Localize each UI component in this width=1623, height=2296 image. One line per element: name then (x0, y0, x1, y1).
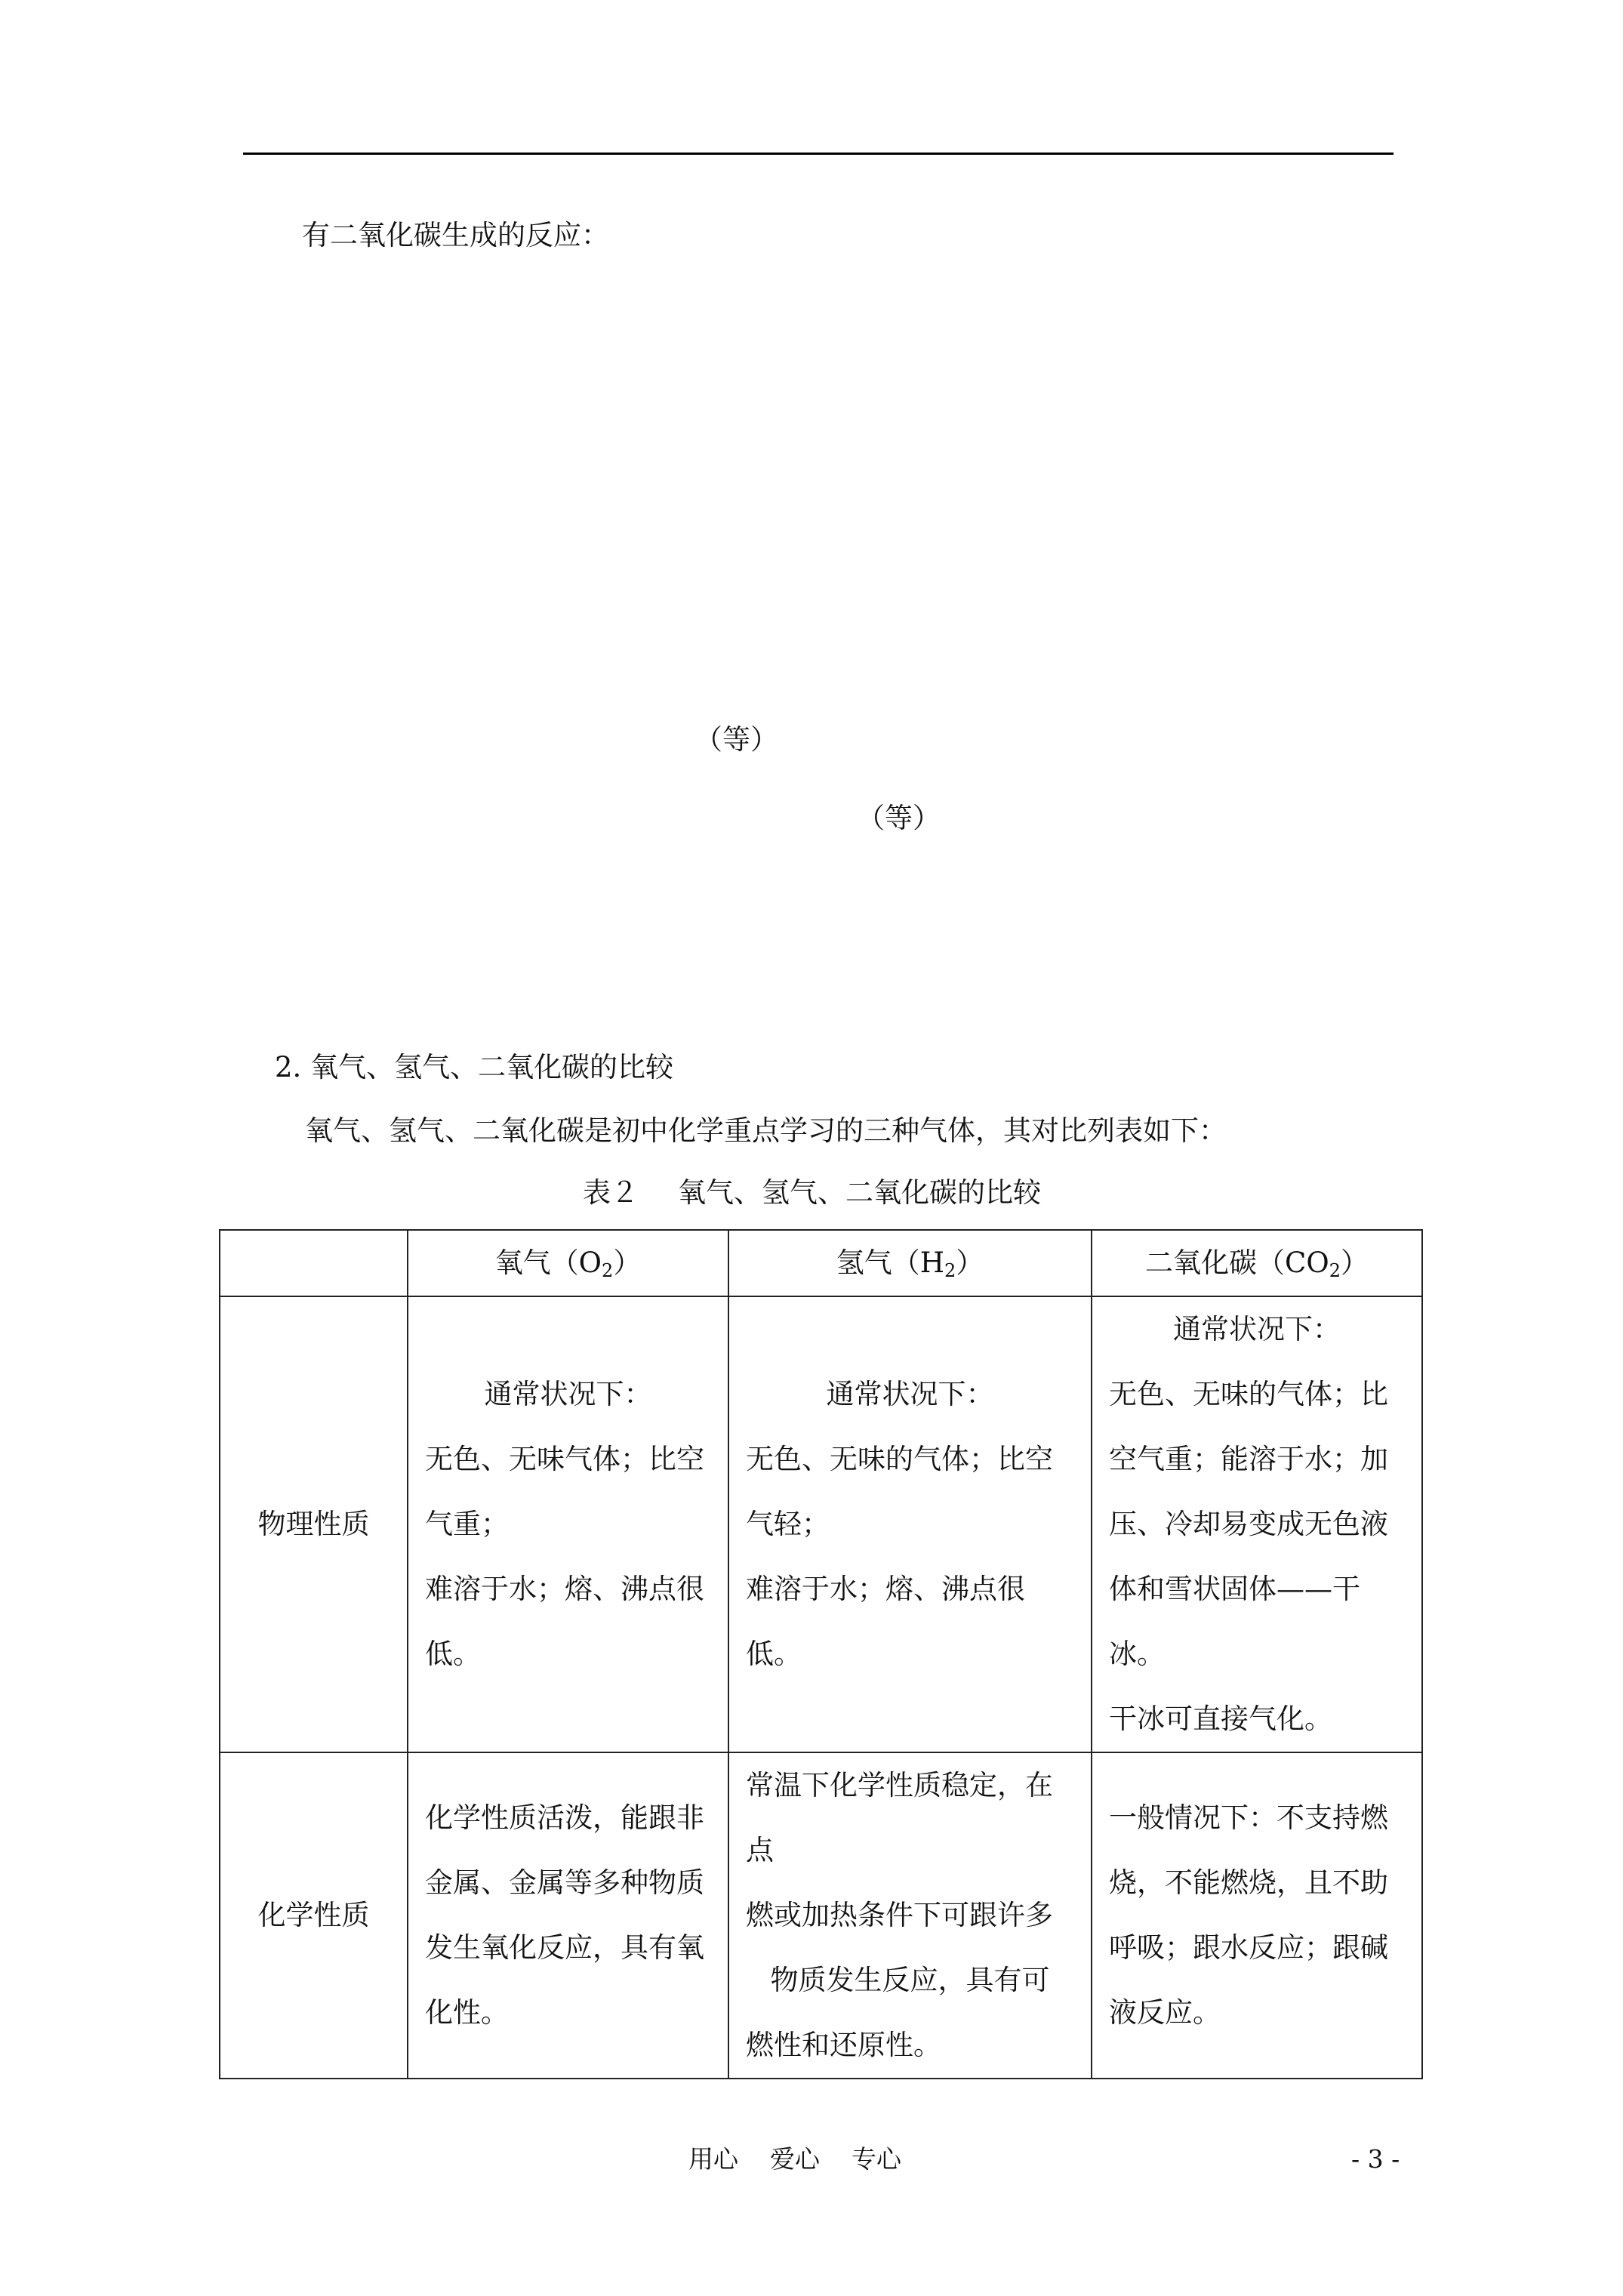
cell-physical-carbon-dioxide: 通常状况下： 无色、无味的气体；比 空气重；能溶于水；加 压、冷却易变成无色液 体和雪状固体——干冰。 干冰可直接气化。 (1092, 1296, 1422, 1752)
cell-chemical-hydrogen: 常温下化学性质稳定，在点 燃或加热条件下可跟许多 物质发生反应，具有可 燃性和还原性。 (728, 1752, 1092, 2079)
footer-motto-1: 用心 (688, 2144, 738, 2174)
footer-motto-2: 爱心 (770, 2144, 820, 2174)
cell-physical-oxygen: 通常状况下： 无色、无味气体；比空 气重； 难溶于水；熔、沸点很 低。 (408, 1296, 728, 1752)
table-caption (583, 1176, 1041, 1210)
header-oxygen: 氧气$(O_2)$ (408, 1230, 728, 1296)
caption-title: 氧气、氢气、二氧化碳的比较 (678, 1176, 1041, 1209)
header-hydrogen: 氢气$(H_2)$ (728, 1230, 1092, 1296)
section-heading: 2. 氧气、氢气、二氧化碳的比较 (275, 1051, 674, 1083)
footer-motto-3: 专心 (852, 2144, 901, 2174)
row-label-chemical: 化学性质 (220, 1752, 408, 2079)
cell-chemical-carbon-dioxide: 一般情况下：不支持燃 烧，不能燃烧，且不助 呼吸；跟水反应；跟碱 液反应。 (1092, 1752, 1422, 2079)
header-rule (243, 153, 1394, 155)
etc-note-1: （等） (694, 723, 778, 756)
paragraph-co2-reactions: 有二氧化碳生成的反应： (302, 219, 609, 251)
comparison-table (219, 1229, 1423, 2079)
table-row-physical (220, 1296, 1422, 1752)
intro-paragraph: 氧气、氢气、二氧化碳是初中化学重点学习的三种气体，其对比列表如下： (305, 1114, 1227, 1147)
header-blank-cell (220, 1230, 408, 1296)
header-carbon-dioxide: 二氧化碳$(CO_2)$ (1092, 1230, 1422, 1296)
footer-motto (688, 2144, 901, 2174)
cell-chemical-oxygen: 化学性质活泼，能跟非 金属、金属等多种物质 发生氧化反应，具有氧 化性。 (408, 1752, 728, 2079)
table-header-row (220, 1230, 1422, 1296)
page-number: - 3 - (1351, 2144, 1400, 2174)
table-row-chemical (220, 1752, 1422, 2079)
caption-number: 表２ (583, 1176, 639, 1209)
row-label-physical: 物理性质 (220, 1296, 408, 1752)
etc-note-2: （等） (857, 802, 941, 834)
cell-physical-hydrogen: 通常状况下： 无色、无味的气体；比空 气轻； 难溶于水；熔、沸点很低。 (728, 1296, 1092, 1752)
